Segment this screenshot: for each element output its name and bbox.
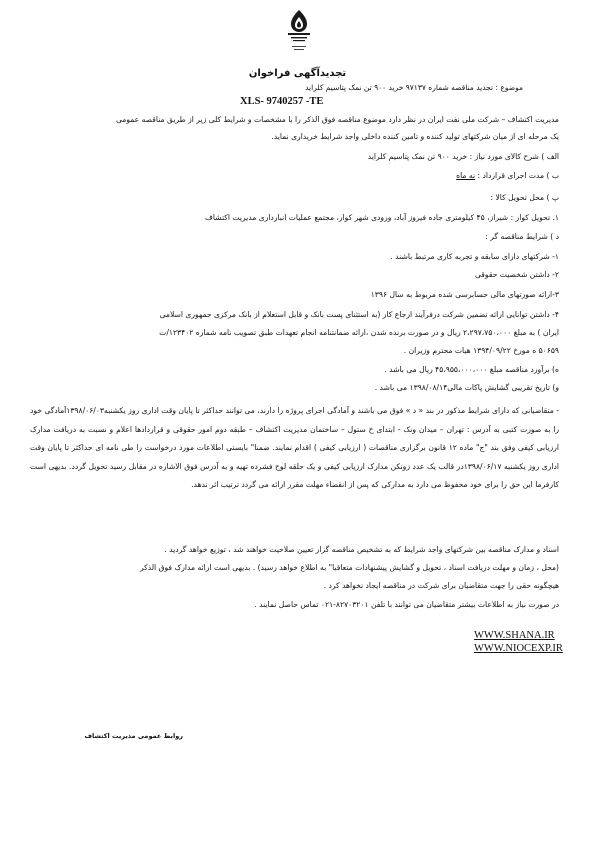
condition-2: ۲- داشتن شخصیت حقوقی [474,270,559,279]
item-b-label: ب ) مدت اجرای قرارداد : [477,171,559,180]
niocexp-link[interactable]: WWW.NIOCEXP.IR [474,643,563,654]
contact-line: در صورت نیاز به اطلاعات بیشتر متقاضیان می توانند با تلفن ۸۲۷۰۳۲۰۱-۰۲۱ تماس حاصل نمایند . [254,600,559,609]
item-p: پ ) محل تحویل کالا : [490,193,559,202]
tender-code: XLS- 9740257 -TE [240,96,324,107]
notice-subject: موضوع : تجدید مناقصه شماره ۹۷۱۳۷ خرید ۹۰۰ تن نمک پتاسیم کلراید [305,83,523,92]
item-a: الف ) شرح کالای مورد نیاز : خرید ۹۰۰ تن نمک پتاسیم کلراید [367,152,559,161]
condition-4-line-1: ۴- داشتن توانایی ارائه تضمین شرکت درفرآیند ارجاع کار (به استثنای پست بانک و قابل استعلام از بانک مرکزی جمهوری اسلامی [159,310,559,319]
documents-line-3: هیچگونه حقی را جهت متقاضیان برای شرکت در مناقصه ایجاد نخواهد کرد . [323,581,559,590]
condition-4-line-2: ایران ) به مبلغ ۲،۲۹۷،۷۵۰،۰۰۰ ریال و در صورت برنده شدن ،ارائه ضمانتنامه انجام تعهدات طبق تصویب نامه شماره ۱۲۳۴۰۲/ت [159,328,559,337]
intro-line-2: یک مرحله ای از میان شرکتهای تولید کننده و تامین کننده داخلی واجد شرایط خریداری نماید. [271,132,559,141]
condition-3: ۳-ارائه صورتهای مالی حسابرسی شده مربوط به سال ۱۳۹۶ [370,290,559,299]
nioc-logo-icon [280,8,318,58]
condition-1: ۱- شرکتهای دارای سابقه و تجربه کاری مرتبط باشند . [390,252,559,261]
footer-department: روابط عمومی مدیریت اکتشاف [84,732,183,740]
item-p1: ۱. تحویل کوار : شیراز، ۴۵ کیلومتری جاده فیروز آباد، ورودی شهر کوار، مجتمع عملیات انبارداری مدیریت اکتشاف [204,213,559,222]
submission-paragraph: - متقاضیانی که دارای شرایط مذکور در بند « د » فوق می باشند و آمادگی اجرای پروژه را دارند، می توانند حداکثر تا پایان وقت اداری روز یکشنبه۱۳۹۸/۰۶/۰۳آمادگی خود را به صورت کتبی به آدرس : تهران – میدان ونک - ابتدای خ ستول – ساختمان مدیریت اکتشاف – طبقه دوم امور حقوقی و قراردادها اعلام و نسبت به دریافت مدارک ارزیابی کیفی وفق بند "ج" ماده ۱۲ قانون برگزاری مناقصات ( ارزیابی کیفی ) اقدام نمایند. ضمنا" بایستی اطلاعات مورد درخواست را طی نامه ای حداکثر تا پایان وقت اداری روز یکشنبه ۱۳۹۸/۰۶/۱۷در قالب یک عدد زونکن مدارک ارزیابی کیفی و یک حلقه لوح فشرده تهیه و به آدرس فوق الاشاره در مقابل رسید تحویل گردد. بدیهی است کارفرما این حق را برای خود محفوظ می دارد به مدارکی که پس از انقضاء مهلت مقرر ارائه می گردد ترتیب اثر ندهد. [30,406,559,489]
item-b-value: نه ماه [456,171,476,180]
condition-4-line-3: ۵۰۶۵۹ ه مورخ ۱۳۹۴/۰۹/۲۲ هیات محترم وزیران . [403,346,559,355]
item-b [30,170,559,181]
item-h: ه) برآورد مناقصه مبلغ ۴۵،۹۵۵،۰۰۰،۰۰۰ ریال می باشد . [384,365,559,374]
notice-title: تجدیدآگهی فراخوان [248,68,347,79]
item-d: د ) شرایط مناقصه گر : [485,232,559,241]
documents-line-2: (محل ، زمان و مهلت دریافت اسناد ، تحویل و گشایش پیشنهادات متعاقبا" به اطلاع خواهد رسید) . بدیهی است ارائه مدارک فوق الذکر [139,563,559,572]
documents-line-1: اسناد و مدارک مناقصه بین شرکتهای واجد شرایط که به تشخیص مناقصه گزار تعیین صلاحیت خواهند شد ، توزیع خواهد گردید . [164,545,559,554]
intro-line-1: مدیریت اکتشاف – شرکت ملی نفت ایران در نظر دارد موضوع مناقصه فوق الذکر را با مشخصات و شرایط کلی زیر از طریق مناقصه عمومی [115,115,559,124]
shana-link[interactable]: WWW.SHANA.IR [474,630,555,641]
item-v: و) تاریخ تقریبی گشایش پاکات مالی۱۳۹۸/۰۸/۱۴ می باشد . [374,383,559,392]
